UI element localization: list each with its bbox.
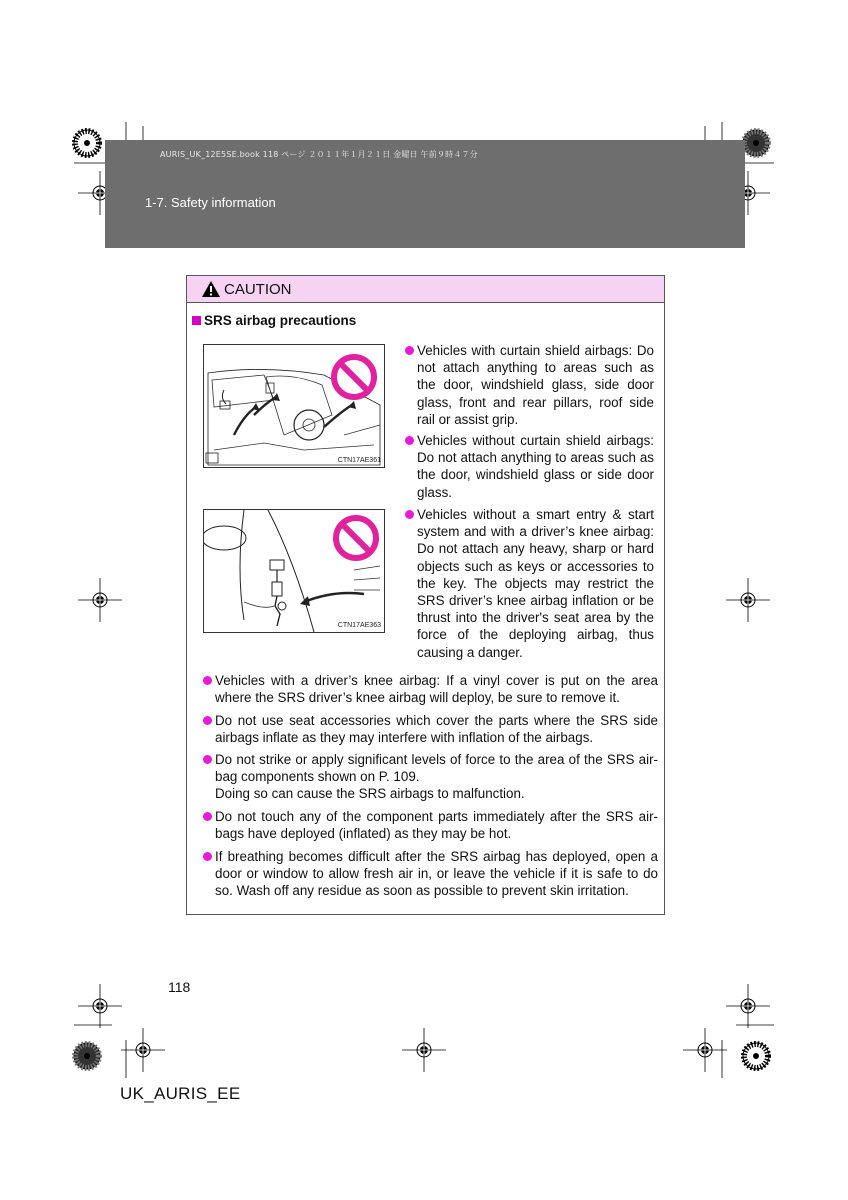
bullet-dot-icon [405, 436, 414, 445]
section-title: 1-7. Safety information [145, 195, 276, 210]
bullet-dot-icon [203, 716, 212, 725]
full-bullet-text: Vehicles with a driver’s knee airbag: If a vinyl cover is put on the area where the SRS driver’s knee airbag will deploy, be sure to remove it. [215, 673, 658, 706]
caution-header [187, 276, 664, 303]
full-bullet-text: Do not touch any of the component parts immediately after the SRS air-bags have deployed (inflated) as they may be hot. [215, 809, 658, 842]
warning-triangle-icon [201, 280, 221, 298]
bullet-dot-icon [405, 510, 414, 519]
figure2-code: CTN17AE363 [337, 622, 381, 629]
full-bullet-1 [203, 672, 658, 706]
caution-title: CAUTION [224, 281, 292, 298]
side-bullet-2 [405, 432, 654, 501]
side-bullet-text: Vehicles with curtain shield airbags: Do not attach anything to areas such as the door, windshield glass, side door glass, front and rear pillars, roof side rail or assist grip. [417, 343, 654, 427]
side-bullet-3 [405, 506, 654, 661]
page-number: 118 [168, 979, 191, 995]
key-near-knee-illustration [204, 510, 384, 632]
figure-knee-airbag [203, 509, 385, 633]
full-bullet-text: Do not use seat accessories which cover the parts where the SRS side airbags inflate as they may interfere with inflation of the airbags. [215, 713, 658, 746]
bullet-dot-icon [203, 676, 212, 685]
subheading [192, 313, 356, 328]
bullet-dot-icon [203, 755, 212, 764]
full-bullet-text: Do not strike or apply significant levels of force to the area of the SRS air-bag components shown on P. 109. [215, 752, 658, 785]
car-interior-illustration [204, 345, 384, 467]
square-bullet-icon [192, 316, 201, 325]
bullet-dot-icon [203, 812, 212, 821]
full-bullet-5 [203, 848, 658, 900]
caution-box [186, 275, 665, 915]
print-marker-text: AURIS_UK_12E5SE.book 118 ページ ２０１１年１月２１日 金曜日 午前９時４７分 [160, 150, 478, 159]
full-bullet-text-continued: Doing so can cause the SRS airbags to malfunction. [215, 786, 525, 802]
bullet-dot-icon [203, 852, 212, 861]
bullet-dot-icon [405, 346, 414, 355]
full-bullet-4 [203, 808, 658, 842]
document-code: UK_AURIS_EE [120, 1084, 241, 1103]
subheading-text: SRS airbag precautions [204, 313, 357, 328]
full-bullet-2 [203, 712, 658, 746]
full-bullet-3 [203, 751, 658, 803]
figure1-code: CTN17AE361 [337, 457, 381, 464]
figure-curtain-airbag [203, 344, 385, 468]
side-bullet-text: Vehicles without a smart entry & start system and with a driver’s knee airbag: Do not attach any heavy, sharp or hard objects such as keys or accessories to the key. The objects may restrict the SRS driver’s knee airbag inflation or be thrust into the driver's seat area by the force of the deploying airbag, thus causing a danger. [417, 507, 654, 660]
full-bullet-text: If breathing becomes difficult after the SRS airbag has deployed, open a door or window to allow fresh air in, or leave the vehicle if it is safe to do so. Wash off any residue as soon as possible to prevent skin irritation. [215, 849, 658, 899]
side-bullet-1 [405, 342, 654, 428]
side-bullet-text: Vehicles without curtain shield airbags: Do not attach anything to areas such as the door, windshield glass or side door glass. [417, 433, 654, 500]
